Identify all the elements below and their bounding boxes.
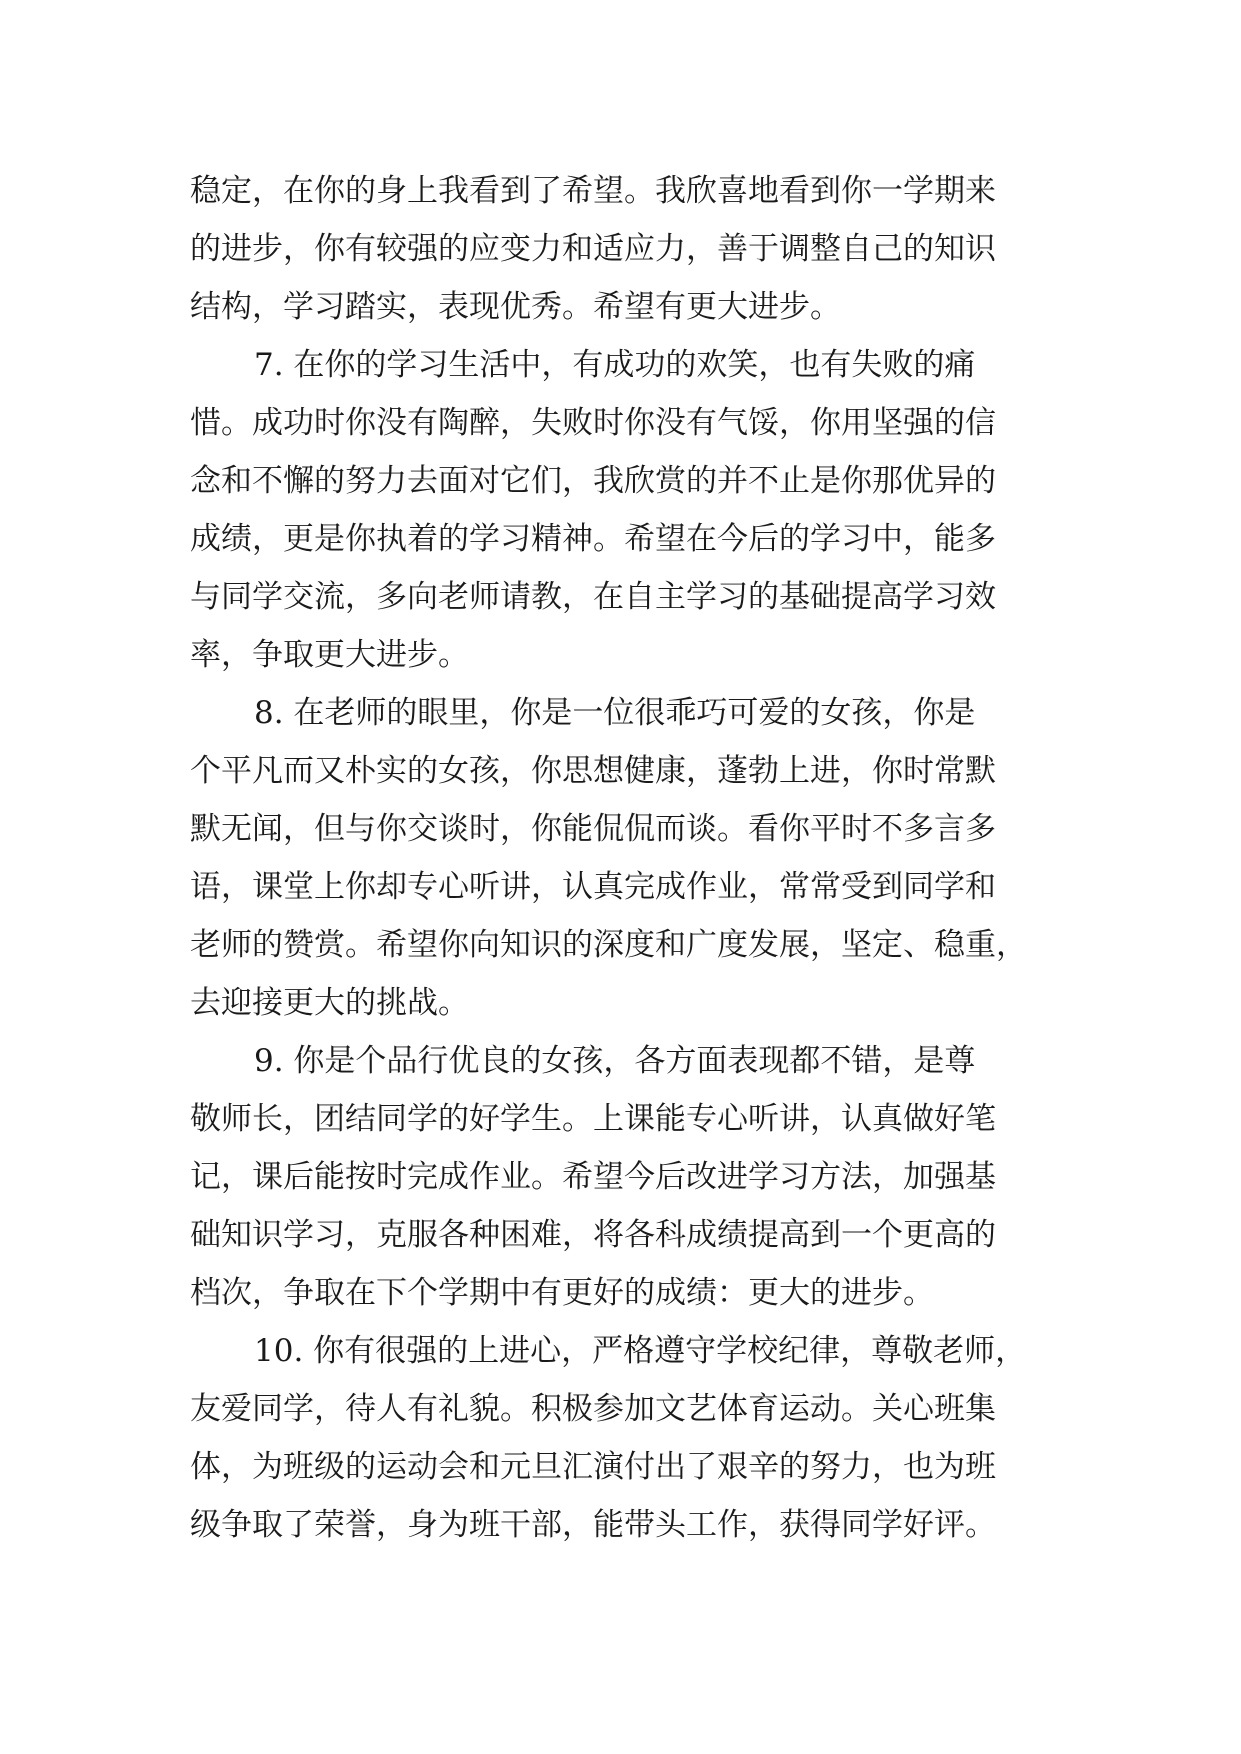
- text-line: 成绩，更是你执着的学习精神。希望在今后的学习中，能多: [190, 521, 996, 557]
- text-line: 记，课后能按时完成作业。希望今后改进学习方法，加强基: [190, 1159, 996, 1195]
- text-line: 语，课堂上你却专心听讲，认真完成作业，常常受到同学和: [190, 869, 996, 905]
- text-line: 体，为班级的运动会和元旦汇演付出了艰辛的努力，也为班: [190, 1449, 996, 1485]
- text-line: 默无闻，但与你交谈时，你能侃侃而谈。看你平时不多言多: [190, 811, 996, 847]
- document-body: [190, 162, 1090, 1554]
- text-line: 惜。成功时你没有陶醉，失败时你没有气馁，你用坚强的信: [190, 405, 996, 441]
- text-line: 结构，学习踏实，表现优秀。希望有更大进步。: [190, 289, 841, 325]
- text-line: 级争取了荣誉，身为班干部，能带头工作，获得同学好评。: [190, 1507, 996, 1543]
- text-line: 与同学交流，多向老师请教，在自主学习的基础提高学习效: [190, 579, 996, 615]
- text-line: 老师的赞赏。希望你向知识的深度和广度发展，坚定、稳重，: [190, 927, 1027, 963]
- text-line: 础知识学习，克服各种困难，将各科成绩提高到一个更高的: [190, 1217, 996, 1253]
- paragraph-9-first-line: 9. 你是个品行优良的女孩，各方面表现都不错，是尊: [254, 1043, 976, 1079]
- paragraph-8-first-line: 8. 在老师的眼里，你是一位很乖巧可爱的女孩，你是: [254, 695, 976, 731]
- text-line: 稳定，在你的身上我看到了希望。我欣喜地看到你一学期来: [190, 173, 996, 209]
- text-line: 友爱同学，待人有礼貌。积极参加文艺体育运动。关心班集: [190, 1391, 996, 1427]
- text-line: 的进步，你有较强的应变力和适应力，善于调整自己的知识: [190, 231, 996, 267]
- text-line: 率，争取更大进步。: [190, 637, 469, 673]
- paragraph-7-first-line: 7. 在你的学习生活中，有成功的欢笑，也有失败的痛: [254, 347, 976, 383]
- text-line: 个平凡而又朴实的女孩，你思想健康，蓬勃上进，你时常默: [190, 753, 996, 789]
- paragraph-10-first-line: 10. 你有很强的上进心，严格遵守学校纪律，尊敬老师，: [254, 1333, 1027, 1369]
- text-line: 去迎接更大的挑战。: [190, 985, 469, 1021]
- text-line: 念和不懈的努力去面对它们，我欣赏的并不止是你那优异的: [190, 463, 996, 499]
- text-line: 敬师长，团结同学的好学生。上课能专心听讲，认真做好笔: [190, 1101, 996, 1137]
- text-line: 档次，争取在下个学期中有更好的成绩：更大的进步。: [190, 1275, 934, 1311]
